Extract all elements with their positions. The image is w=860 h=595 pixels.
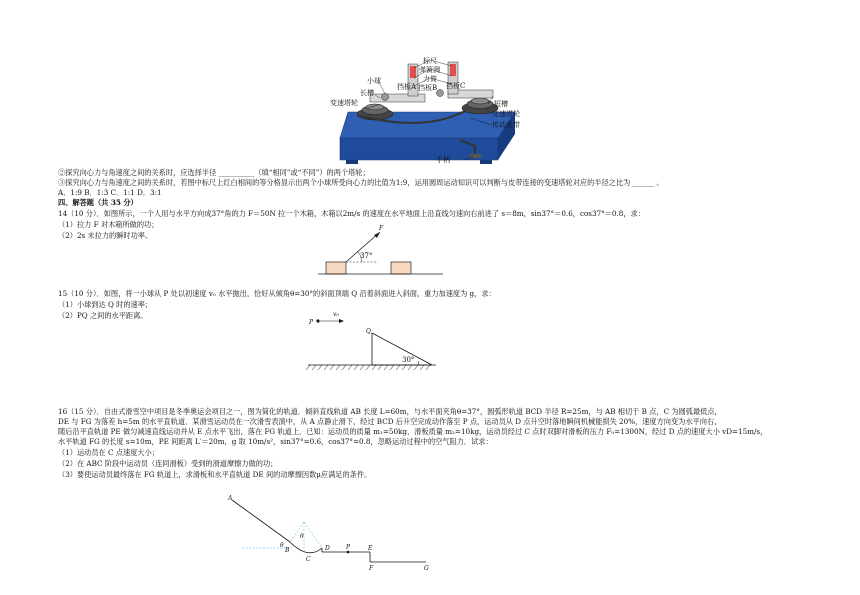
q13-line3: ③探究向心力与角速度之间的关系时，若图中标尺上红白相间的等分格显示出两个小球所受向心力的比值为1:9，运用圆周运动知识可以判断与皮带连接的变速塔轮对应的半径之比为 ______ 。: [58, 178, 664, 187]
q16-a-label: A: [228, 495, 233, 502]
q16-line1: 16（15 分）．自由式滑雪空中项目是冬季奥运会项目之一，图为简化的轨道．倾斜直线轨道 AB 长度 L=60m，与水平面夹角θ=37°，圆弧形轨道 BCD 半径 R=25m，与 AB 相切于 B 点，C 为圆弧最低点，: [58, 407, 722, 416]
label-variable-wheel-left: 变速塔轮: [330, 99, 358, 107]
q16-sub1: （1）运动员在 C 点速度大小；: [58, 448, 159, 457]
q15-figure: [300, 305, 440, 375]
q13-line2: ②探究向心力与角速度之间的关系时，应选择半径 __________（填“相同”或“不同”）的两个塔轮；: [58, 168, 370, 177]
q14-stem: 14（10 分）．如图所示，一个人用与水平方向成37°角的力 F＝50N 拉一个木箱，木箱以2m/s 的速度在水平地面上沿直线匀速向右前进了 s＝8m，sin37°＝0.6，cos37°＝0.8，求：: [58, 209, 645, 218]
section-heading: 四、解答题（共 35 分）: [58, 198, 138, 207]
label-spring-arm: 弹簧测: [419, 66, 440, 74]
label-force-cylinder: 力筒: [423, 75, 437, 83]
q13-options: A．1:9 B．1:3 C．1:1 D．3:1: [58, 188, 162, 197]
q14-figure: [318, 222, 443, 278]
label-baffle-a: 挡板A: [397, 83, 417, 91]
label-long-slot: 长槽: [360, 89, 374, 97]
q16-g-label: G: [424, 565, 429, 572]
q14-force-label: F: [379, 225, 384, 232]
apparatus-figure: [330, 50, 550, 166]
label-baffle-c: 挡板C: [446, 82, 466, 90]
q16-line3: 随后沿平直轨道 PE 做匀减速直线运动并从 E 点水平飞出，落在 FG 轨道上．已知：运动员的质量 m₁=50kg，滑板质量 m₂=10kg，运动员经过 C 点时双脚对滑板的压力 F₀=1300N，经过 D 点的速度大小 vD=15m/s，: [58, 427, 768, 436]
q15-q-label: Q: [366, 328, 371, 335]
q16-line4: 水平轨道 FG 的长度 s=10m，PE 间距离 L′＝20m，g 取 10m/s²，sin37°=0.6，cos37°=0.8，忽略运动过程中的空气阻力．试求：: [58, 437, 493, 446]
q15-angle-label: 30°: [402, 356, 415, 364]
q16-sub3: （3）要使运动员最终落在 FG 轨道上，求滑板和水平直轨道 DE 间的动摩擦因数μ应满足的条件。: [58, 470, 372, 479]
q15-stem: 15（10 分）．如图，将一小球从 P 处以初速度 v₀ 水平抛出，恰好从倾角θ=30°的斜面顶端 Q 沿着斜面进入斜面，重力加速度为 g，求：: [58, 289, 496, 298]
label-baffle-b: 挡板B: [418, 84, 438, 92]
q16-f-label: F: [369, 565, 374, 572]
q16-e-label: E: [368, 545, 373, 552]
q16-c-label: C: [306, 556, 311, 563]
q14-sub1: （1）拉力 F 对木箱所做的功；: [58, 220, 159, 229]
q14-sub2: （2）2s 末拉力的瞬时功率。: [58, 231, 153, 240]
q16-p-label: P: [346, 544, 351, 551]
q16-track-figure: [222, 492, 442, 577]
q15-sub1: （1）小球到达 Q 时的速率；: [58, 300, 153, 309]
label-drive-belt: 传动皮带: [492, 121, 520, 129]
q16-theta-label: θ: [280, 542, 284, 549]
q15-v0-label: v₀: [333, 311, 339, 318]
q16-theta2-label: θ: [300, 533, 304, 540]
label-handle: 手柄: [436, 156, 450, 164]
q16-sub2: （2）在 ABC 阶段中运动员（连同滑板）受到的滑道摩擦力做的功；: [58, 459, 278, 468]
label-short-slot: 短槽: [494, 100, 508, 108]
q16-b-label: B: [285, 547, 290, 554]
label-small-ball: 小球: [367, 77, 381, 85]
label-variable-wheel-right: 变速塔轮: [492, 110, 520, 118]
q16-d-label: D: [325, 545, 330, 552]
label-ruler: 标尺: [423, 57, 437, 65]
q15-p-label: P: [309, 319, 314, 326]
q16-line2: DE 与 FG 为落差 h=5m 的水平直轨道．某滑雪运动员在一次滑雪表演中，从 A 点静止滑下，经过 BCD 后升空完成动作落至 P 点，运动员从 D 点升空时落地瞬间机械能损失 20%，速度方向变为水平向右，: [58, 417, 722, 426]
q15-sub2: （2）PQ 之间的水平距离。: [58, 311, 148, 320]
q14-angle-label: 37°: [360, 252, 373, 260]
